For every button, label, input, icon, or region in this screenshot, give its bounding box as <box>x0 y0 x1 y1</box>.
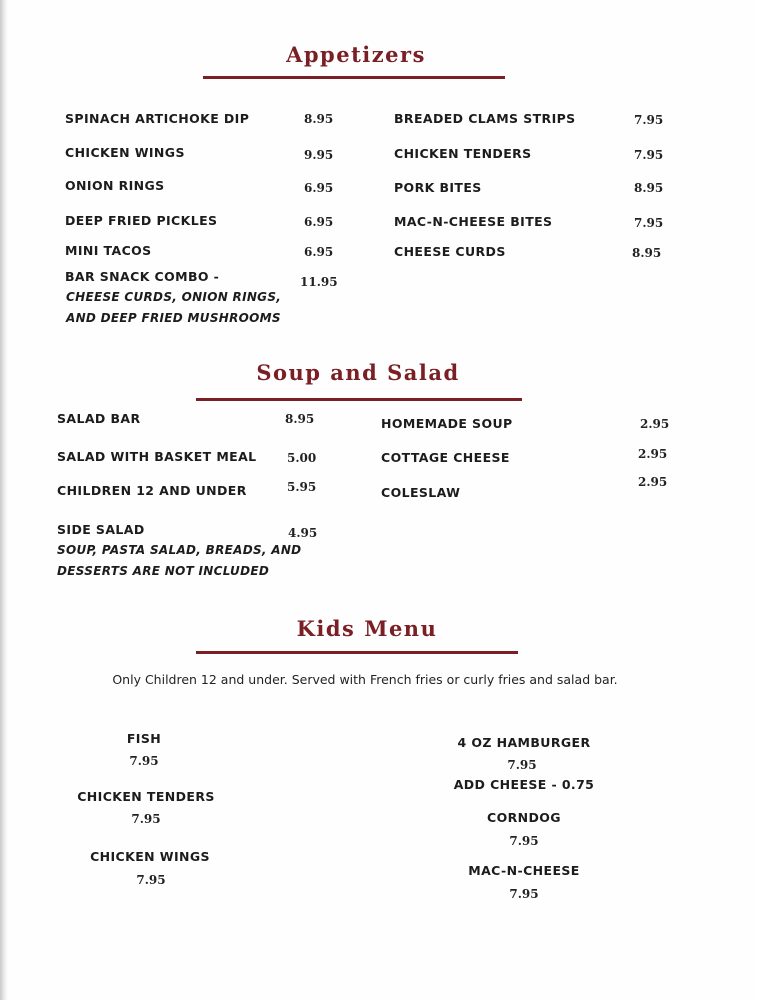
menu-item-name: SALAD WITH BASKET MEAL <box>57 449 257 464</box>
page-edge-shadow <box>0 0 8 1000</box>
menu-item-name: MAC-N-CHEESE BITES <box>394 214 553 229</box>
menu-item-name: CHICKEN TENDERS <box>77 789 215 804</box>
kids-menu-heading: Kids Menu <box>296 616 438 641</box>
appetizers-heading: Appetizers <box>286 42 426 67</box>
menu-item-price: 11.95 <box>300 275 338 289</box>
menu-item-price: 7.95 <box>634 148 664 162</box>
menu-item-name: 4 OZ HAMBURGER <box>457 735 591 750</box>
menu-item-price: 2.95 <box>638 475 668 489</box>
menu-item-price: 7.95 <box>131 812 161 826</box>
menu-item-name: CHEESE CURDS <box>394 244 506 259</box>
soup-salad-rule <box>196 398 522 401</box>
menu-item-name: CHILDREN 12 AND UNDER <box>57 483 247 498</box>
menu-item-name: BAR SNACK COMBO - <box>65 269 220 284</box>
menu-item-price: 6.95 <box>304 181 334 195</box>
menu-item-price: 6.95 <box>304 245 334 259</box>
menu-item-name: PORK BITES <box>394 180 482 195</box>
kids-menu-rule <box>196 651 518 654</box>
menu-item-price: 7.95 <box>136 873 166 887</box>
menu-item-price: 5.95 <box>287 480 317 494</box>
menu-item-name: COLESLAW <box>381 485 461 500</box>
menu-item-detail: SOUP, PASTA SALAD, BREADS, AND <box>57 543 302 557</box>
menu-item-addon: ADD CHEESE - 0.75 <box>453 777 595 792</box>
menu-item-price: 7.95 <box>129 754 159 768</box>
menu-item-name: MAC-N-CHEESE <box>468 863 580 878</box>
menu-item-detail: DESSERTS ARE NOT INCLUDED <box>57 564 270 578</box>
menu-item-name: CHICKEN TENDERS <box>394 146 532 161</box>
menu-item-price: 8.95 <box>304 112 334 126</box>
menu-item-name: DEEP FRIED PICKLES <box>65 213 218 228</box>
menu-item-price: 8.95 <box>285 412 315 426</box>
menu-item-price: 7.95 <box>634 216 664 230</box>
appetizers-rule <box>203 76 505 79</box>
menu-item-name: SPINACH ARTICHOKE DIP <box>65 111 250 126</box>
menu-item-name: FISH <box>126 731 162 746</box>
menu-item-price: 6.95 <box>304 215 334 229</box>
menu-item-name: CHICKEN WINGS <box>90 849 210 864</box>
menu-item-price: 2.95 <box>638 447 668 461</box>
menu-item-name: COTTAGE CHEESE <box>381 450 510 465</box>
menu-item-name: SIDE SALAD <box>57 522 145 537</box>
menu-item-name: ONION RINGS <box>65 178 165 193</box>
menu-item-name: HOMEMADE SOUP <box>381 416 513 431</box>
menu-item-price: 7.95 <box>509 834 539 848</box>
menu-item-price: 8.95 <box>634 181 664 195</box>
menu-item-price: 5.00 <box>287 451 317 465</box>
menu-item-price: 7.95 <box>509 887 539 901</box>
menu-item-price: 7.95 <box>634 113 664 127</box>
menu-item-price: 7.95 <box>507 758 537 772</box>
menu-item-name: SALAD BAR <box>57 411 141 426</box>
menu-item-name: CHICKEN WINGS <box>65 145 185 160</box>
menu-item-name: MINI TACOS <box>65 243 152 258</box>
menu-item-name: BREADED CLAMS STRIPS <box>394 111 576 126</box>
soup-salad-heading: Soup and Salad <box>256 360 460 385</box>
menu-item-detail: AND DEEP FRIED MUSHROOMS <box>66 311 281 325</box>
menu-item-price: 9.95 <box>304 148 334 162</box>
kids-menu-note: Only Children 12 and under. Served with French fries or curly fries and salad bar. <box>112 672 618 687</box>
menu-item-detail: CHEESE CURDS, ONION RINGS, <box>66 290 282 304</box>
menu-item-name: CORNDOG <box>487 810 561 825</box>
menu-item-price: 4.95 <box>288 526 318 540</box>
menu-item-price: 8.95 <box>632 246 662 260</box>
menu-item-price: 2.95 <box>640 417 670 431</box>
